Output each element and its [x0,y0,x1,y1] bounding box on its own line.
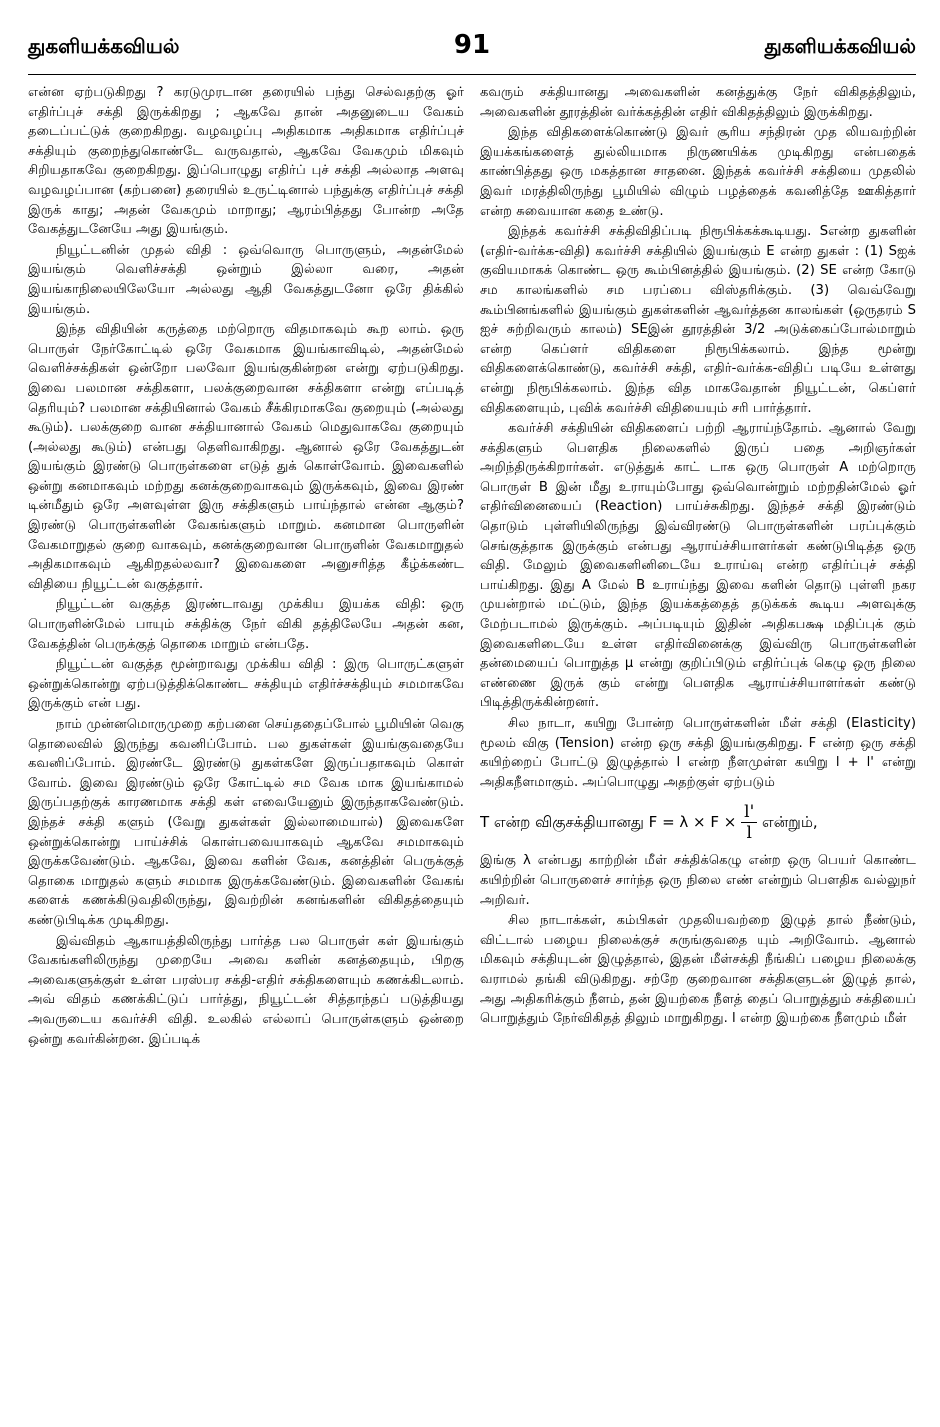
paragraph: நியூட்டனின் முதல் விதி : ஒவ்வொரு பொருளும், அதன்மேல் இயங்கும் வெளிச்சக்தி ஒன்றும் இல்லா வரை, அதன் இயங்காநிலையிலேயோ அல்லது ஆதி வேகத்துடனோ ஒரே திக்கில் இயங்கும். [28,242,464,317]
formula-suffix: என்றும், [762,813,818,832]
tension-formula [480,802,916,843]
page-header [28,30,916,75]
formula-numerator: l' [741,802,757,823]
right-column [480,83,916,1413]
right-column-bottom [480,851,916,1028]
page-number: 91 [453,30,491,60]
paragraph: இந்தக் கவர்ச்சி சக்திவிதிப்படி நிரூபிக்கக்கூடியது. Sஎன்ற துகளின் (எதிர்-வர்க்க-விதி) கவர்ச்சி சக்தியில் இயங்கும் E என்ற துகள் : (1) Sஐக் குவியமாகக் கொண்ட ஒரு கூம்பினத்தில் இயங்கும். (2) SE என்ற கோடு சம காலங்களில் சம பரப்பை விஸ்தரிக்கும். (3) வெவ்வேறு கூம்பினங்களில் இயங்கும் துகள்களின் ஆவர்த்தன காலங்கள் (ஒருதரம் S ஐச் சுற்றிவரும் காலம்) SEஇன் தூரத்தின் 3/2 அடுக்கைப்போல்மாறும் என்ற கெப்ளர் விதிகளை நிரூபிக்கலாம். இந்த மூன்று விதிகளைக்கொண்டு, கவர்ச்சி சக்தி, எதிர்-வர்க்க-விதிப் படியே உள்ளது என்று நிரூபிக்கலாம். இந்த வித மாகவேதான் நியூட்டன், கெப்ளர் விதிகளையும், புவிக் கவர்ச்சி விதியையும் சரி பார்த்தார். [480,224,916,416]
left-column [28,83,464,1413]
paragraph: இந்த விதிகளைக்கொண்டு இவர் சூரிய சந்திரன் முத லியவற்றின் இயக்கங்களைத் துல்லியமாக நிருணயிக்க முடிகிறது என்பதைக் காண்பித்தது ஒரு மகத்தான சாதனை. இந்தக் கவர்ச்சி சக்தியை முதலில் இவர் மரத்திலிருந்து பூமியில் விழும் பழத்தைக் கவனித்தே ஊகித்தார் என்ற சுவையான கதை உண்டு. [480,125,916,219]
paragraph: கவர்ச்சி சக்தியின் விதிகளைப் பற்றி ஆராய்ந்தோம். ஆனால் வேறு சக்திகளும் பௌதிக நிலைகளில் இருப் பதை அறிஞர்கள் அறிந்திருக்கிறார்கள். எடுத்துக் காட் டாக ஒரு பொருள் A மற்றொரு பொருள் B இன் மீது உராயும்போது ஒவ்வொன்றும் மற்றதின்மேல் ஓர் எதிர்வினையைப் (Reaction) பாய்ச்சுகிறது. இந்தச் சக்தி இரண்டும் தொடும் புள்ளியிலிருந்து இவ்விரண்டு பொருள்களின் பரப்புக்கும் செங்குத்தாக இருக்கும் என்பது ஆராய்ச்சியாளர்கள் கண்டுபிடித்த ஒரு விதி. மேலும் இவைகளினிடையே உராய்வு என்ற எதிர்ப்புச் சக்தி பாய்கிறது. இது A மேல் B உராய்ந்து இவை களின் தொடு புள்ளி நகர முயன்றால் மட்டும், இந்த இயக்கத்தைத் தடுக்கக் கூடிய அளவுக்கு மேற்படாமல் இருக்கும். அப்படியும் இதின் அதிகபக்ஷ மதிப்புக் கும் இவைகளிடையே உள்ள எதிர்வினைக்கு இவ்விரு பொருள்களின் தன்மையைப் பொறுத்த μ என்று குறிப்பிடும் எதிர்ப்புக் கெழு ஒரு நிலை எண்ணை இருக் கும் என்று பௌதிக ஆராய்ச்சியாளர்கள் கண்டு பிடித்திருக்கின்றனர். [480,421,916,711]
paragraph: இங்கு λ என்பது காற்றின் மீள் சக்திக்கெழு என்ற ஒரு பெயர் கொண்ட கயிற்றின் பொருளைச் சார்ந்த ஒரு நிலை எண் என்றும் பௌதிக வல்லுநர் அறிவர். [480,853,916,908]
text-columns [28,83,916,1413]
paragraph: என்ன ஏற்படுகிறது ? கரடுமுரடான தரையில் பந்து செல்வதற்கு ஓர் எதிர்ப்புச் சக்தி இருக்கிறது ; ஆகவே தான் அதனுடைய வேகம் தடைப்பட்டுக் குறைகிறது. வழவழப்பு அதிகமாக அதிகமாக எதிர்ப்புச் சக்தியும் குறைந்துகொண்டே வருவதால், ஆகவே வேகமும் மிகவும் சிறியதாகவே குறைகிறது. இப்பொழுது எதிர்ப் புச் சக்தி அல்லாத அளவு வழவழப்பான (கற்பனை) தரையில் உருட்டினால் பந்துக்கு எதிர்ப்புச் சக்தி இருக் காது; அதன் வேகமும் மாறாது; ஆரம்பித்தது போன்ற அதே வேகத்துடனேயே அது இயங்கும். [28,85,464,238]
formula-denominator: l [746,823,752,844]
paragraph: நியூட்டன் வகுத்த இரண்டாவது முக்கிய இயக்க விதி: ஒரு பொருளின்மேல் பாயும் சக்திக்கு நேர் விகி தத்திலேயே அதன் கன, வேகத்தின் பெருக்குத் தொகை மாறும் என்பதே. [28,597,464,652]
paragraph: இந்த விதியின் கருத்தை மற்றொரு விதமாகவும் கூற லாம். ஒரு பொருள் நேர்கோட்டில் ஒரே வேகமாக இயங்காவிடில், அதன்மேல் வெளிச்சக்திகள் ஒன்றோ பலவோ இயங்குகின்றன என்று ஏற்படுகிறது. இவை பலமான சக்திகளா, பலக்குறைவான சக்திகளா என்று எப்படித் தெரியும்? பலமான சக்தியினால் வேகம் சீக்கிரமாகவே குறையும் (அல்லது கூடும்). பலக்குறை வான சக்தியானால் வேகம் மெதுவாகவே குறையும் (அல்லது கூடும்) என்பது தெளிவாகிறது. ஆனால் ஒரே வேகத்துடன் இயங்கும் இரண்டு பொருள்களை எடுத் துக் கொள்வோம். இவைகளில் ஒன்று கனமாகவும் மற்றது கனக்குறைவாகவும் இருக்கவும், இவை இரண் டின்மீதும் ஒரே அளவுள்ள இரு சக்திகளும் பாய்ந்தால் என்ன ஆகும்? இரண்டு பொருள்களின் வேகங்களும் மாறும். கனமான பொருளின் வேகமாறுதல் குறை வாகவும், கனக்குறைவான பொருளின் வேகமாறுதல் அதிகமாகவும் ஆகிறதல்லவா? இவைகளை அனுசரித்த கீழ்க்கண்ட விதியை நியூட்டன் வகுத்தார். [28,322,464,592]
paragraph: நியூட்டன் வகுத்த மூன்றாவது முக்கிய விதி : இரு பொருட்களுள் ஒன்றுக்கொன்று ஏற்படுத்திக்கொண்ட சக்தியும் எதிர்ச்சக்தியும் சமமாகவே இருக்கும் என் பது. [28,657,464,712]
paragraph: சில நாடாக்கள், கம்பிகள் முதலியவற்றை இழுத் தால் நீண்டும், விட்டால் பழைய நிலைக்குச் சுருங்குவதை யும் அறிவோம். ஆனால் மிகவும் சக்தியுடன் இழுத்தால், இதன் மீள்சக்தி நீங்கிப் பழைய நிலைக்கு வராமல் தங்கி விடுகிறது. சற்றே குறைவான சக்திகளுடன் இழுத் தால், அது அதிகரிக்கும் நீளம், தன் இயற்கை நீளத் தைப் பொறுத்தும் சக்தியைப் பொறுத்தும் நேர்விகிதத் திலும் மாறுகிறது. l என்ற இயற்கை நீளமும் மீள் [480,913,916,1027]
paragraph: நாம் முன்னமொருமுறை கற்பனை செய்ததைப்போல் பூமியின் வெகு தொலைவில் இருந்து கவனிப்போம். பல துகள்கள் இயங்குவதையே கவனிப்போம். இரண்டே இரண்டு துகள்களே இருப்பதாகவும் கொள் வோம். இவை இரண்டும் ஒரே கோட்டில் சம வேக மாக இயங்காமல் இருப்பதற்குக் காரணமாக சக்தி கள் எவையேனும் இருந்தாகவேண்டும். இந்தச் சக்தி களும் (வேறு துகள்கள் இல்லாமையால்) இவைகளே ஒன்றுக்கொன்று பாய்ச்சிக் கொள்பவையாகவும் ஆகவே சமமாகவும் இருக்கவேண்டும். ஆகவே, இவை களின் வேக, கனத்தின் பெருக்குத் தொகை மாறுதல் களும் சமமாக இருக்கவேண்டும். இவைகளின் வேகங் களைக் கணக்கிடுவதிலிருந்து, இவற்றின் கனங்களின் விகிதத்தையும் கண்டுபிடிக்க முடிகிறது. [28,717,464,928]
running-title-left: துகளியக்கவியல் [28,34,180,58]
paragraph: சில நாடா, கயிறு போன்ற பொருள்களின் மீள் சக்தி (Elasticity) மூலம் விகு (Tension) என்ற ஒரு சக்தி இயங்குகிறது. F என்ற ஒரு சக்தி கயிற்றைப் போட்டு இழுத்தால் l என்ற நீளமுள்ள கயிறு l + l' என்று அதிகநீளமாகும். அப்பொழுது அதற்குள் ஏற்படும் [480,716,916,790]
formula-prefix: T என்ற விகுசக்தியானது F = λ × F × [480,813,737,832]
running-title-right: துகளியக்கவியல் [764,34,916,58]
formula-fraction [741,802,757,843]
paragraph: இவ்விதம் ஆகாயத்திலிருந்து பார்த்த பல பொருள் கள் இயங்கும் வேகங்களிலிருந்து முறையே அவை களின் கனத்தையும், பிறகு அவைகளுக்குள் உள்ள பரஸ்பர சக்தி-எதிர் சக்திகளையும் கணக்கிடலாம். அவ் விதம் கணக்கிட்டுப் பார்த்து, நியூட்டன் சித்தாந்தப் படுத்தியது அவருடைய கவர்ச்சி விதி. உலகில் எல்லாப் பொருள்களும் ஒன்றை ஒன்று கவர்கின்றன. இப்படிக் [28,933,464,1047]
right-column-top [480,83,916,792]
paragraph: கவரும் சக்தியானது அவைகளின் கனத்துக்கு நேர் விகிதத்திலும், அவைகளின் தூரத்தின் வர்க்கத்தின் எதிர் விகிதத்திலும் இருக்கிறது. [480,85,916,120]
